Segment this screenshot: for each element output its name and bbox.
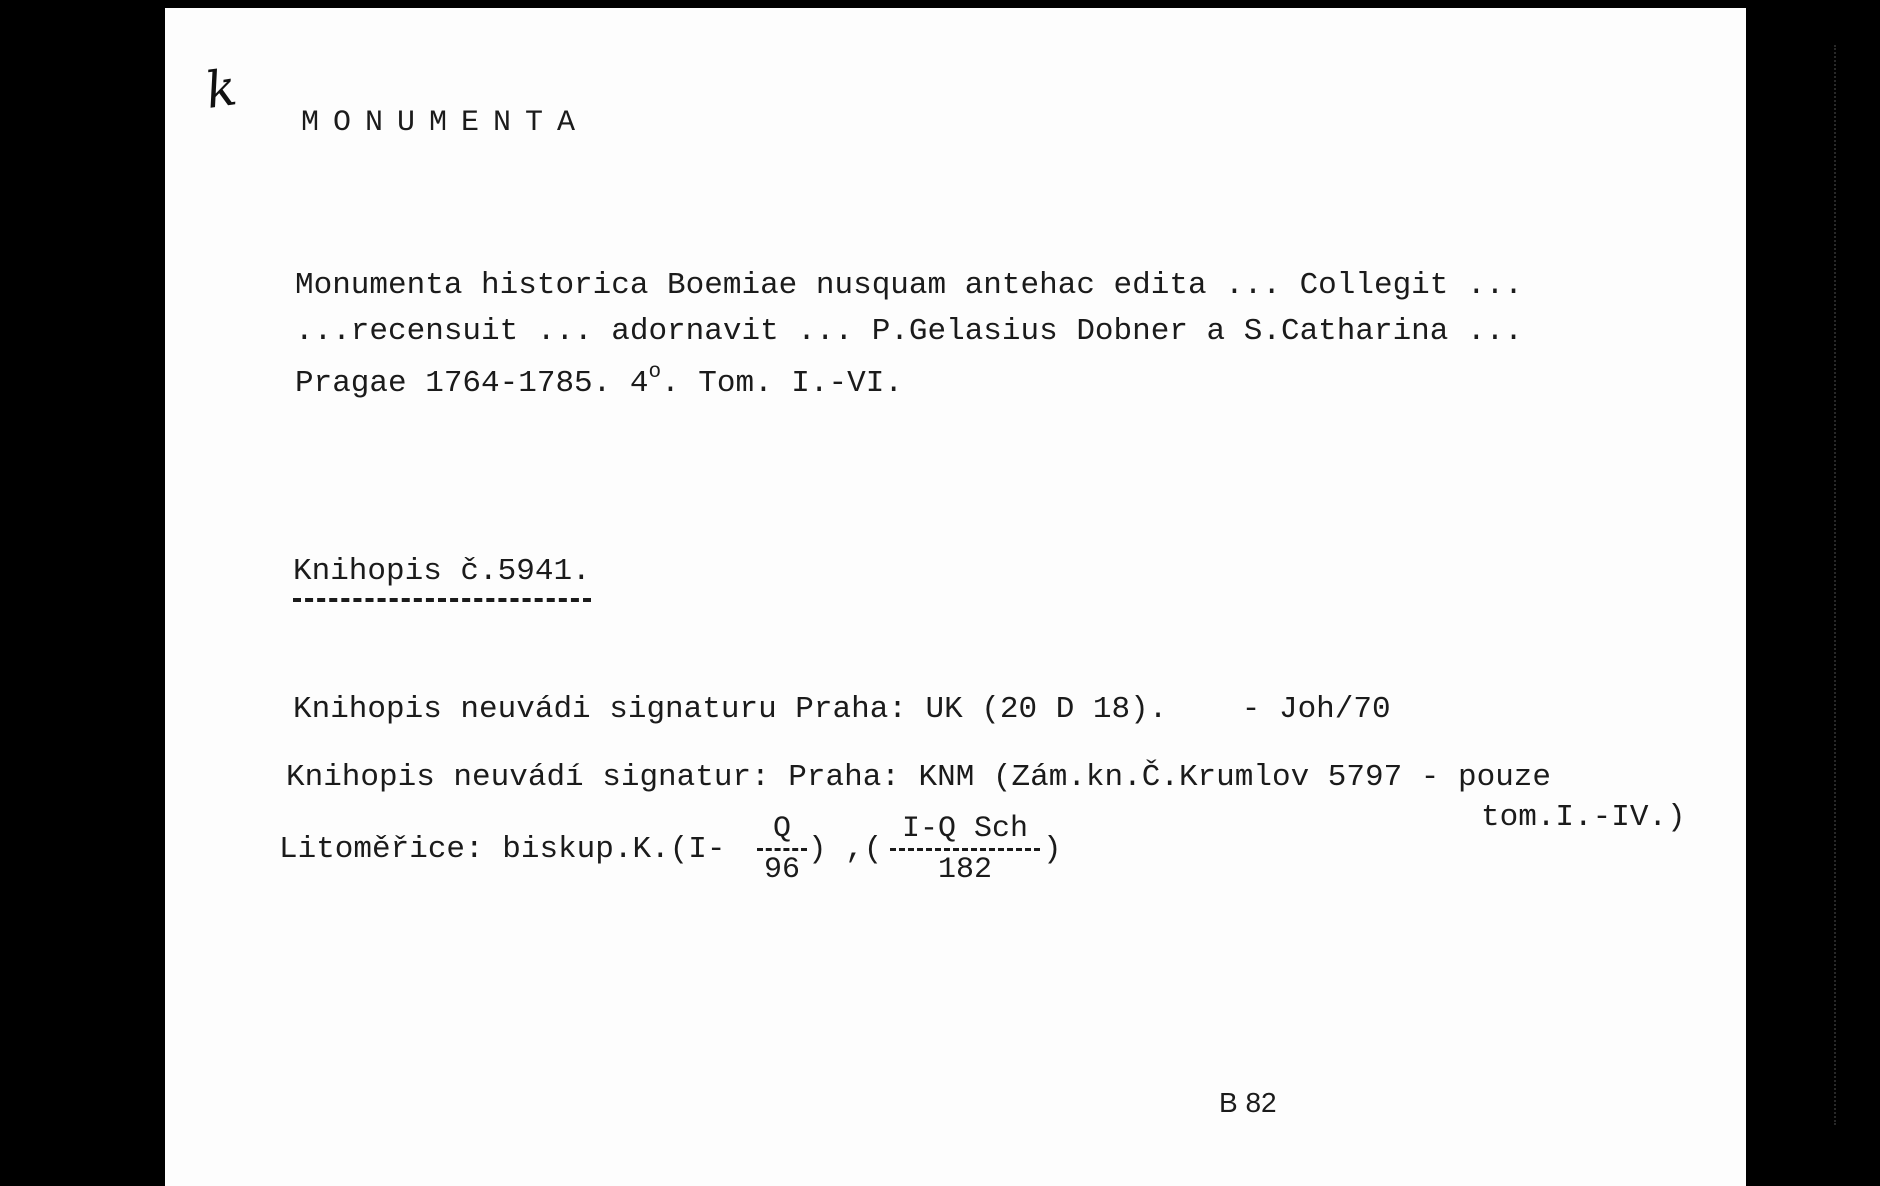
note-line-1: Knihopis neuvádi signaturu Praha: UK (20 D 18). - Joh/70 bbox=[293, 692, 1391, 727]
shelfmark-fraction-2 bbox=[890, 814, 1040, 885]
description-line-2: ...recensuit ... adornavit ... P.Gelasius Dobner a S.Catharina ... bbox=[295, 314, 1523, 349]
handwritten-mark: k bbox=[202, 58, 241, 120]
location-prefix: Litoměřice: biskup.K.(I- bbox=[279, 832, 726, 867]
fraction-2-numerator: I-Q Sch bbox=[890, 814, 1040, 851]
scan-edge-marks bbox=[1834, 45, 1842, 1125]
reference-underline bbox=[293, 598, 591, 602]
closing-paren: ) bbox=[1043, 832, 1062, 867]
description-line-3: Pragae 1764-1785. 4$^o$. Tom. I.-VI. bbox=[295, 361, 903, 401]
note-line-2: Knihopis neuvádí signatur: Praha: KNM (Zám.kn.Č.Krumlov 5797 - pouze bbox=[286, 760, 1552, 795]
fraction-separator: ) ,( bbox=[808, 832, 883, 867]
catalog-card bbox=[165, 8, 1746, 1186]
fraction-1-numerator: Q bbox=[757, 814, 807, 851]
fraction-1-denominator: 96 bbox=[763, 853, 800, 887]
shelf-code: B 82 bbox=[1219, 1087, 1277, 1118]
fraction-2-denominator: 182 bbox=[937, 853, 992, 887]
knihopis-reference: Knihopis č.5941. bbox=[293, 554, 591, 589]
format-superscript: o bbox=[648, 361, 662, 384]
description-line-1: Monumenta historica Boemiae nusquam antehac edita ... Collegit ... bbox=[295, 268, 1523, 303]
shelfmark-fraction-1 bbox=[757, 814, 807, 885]
card-heading: MONUMENTA bbox=[301, 106, 590, 140]
note-line-2-continuation: tom.I.-IV.) bbox=[1481, 800, 1686, 835]
